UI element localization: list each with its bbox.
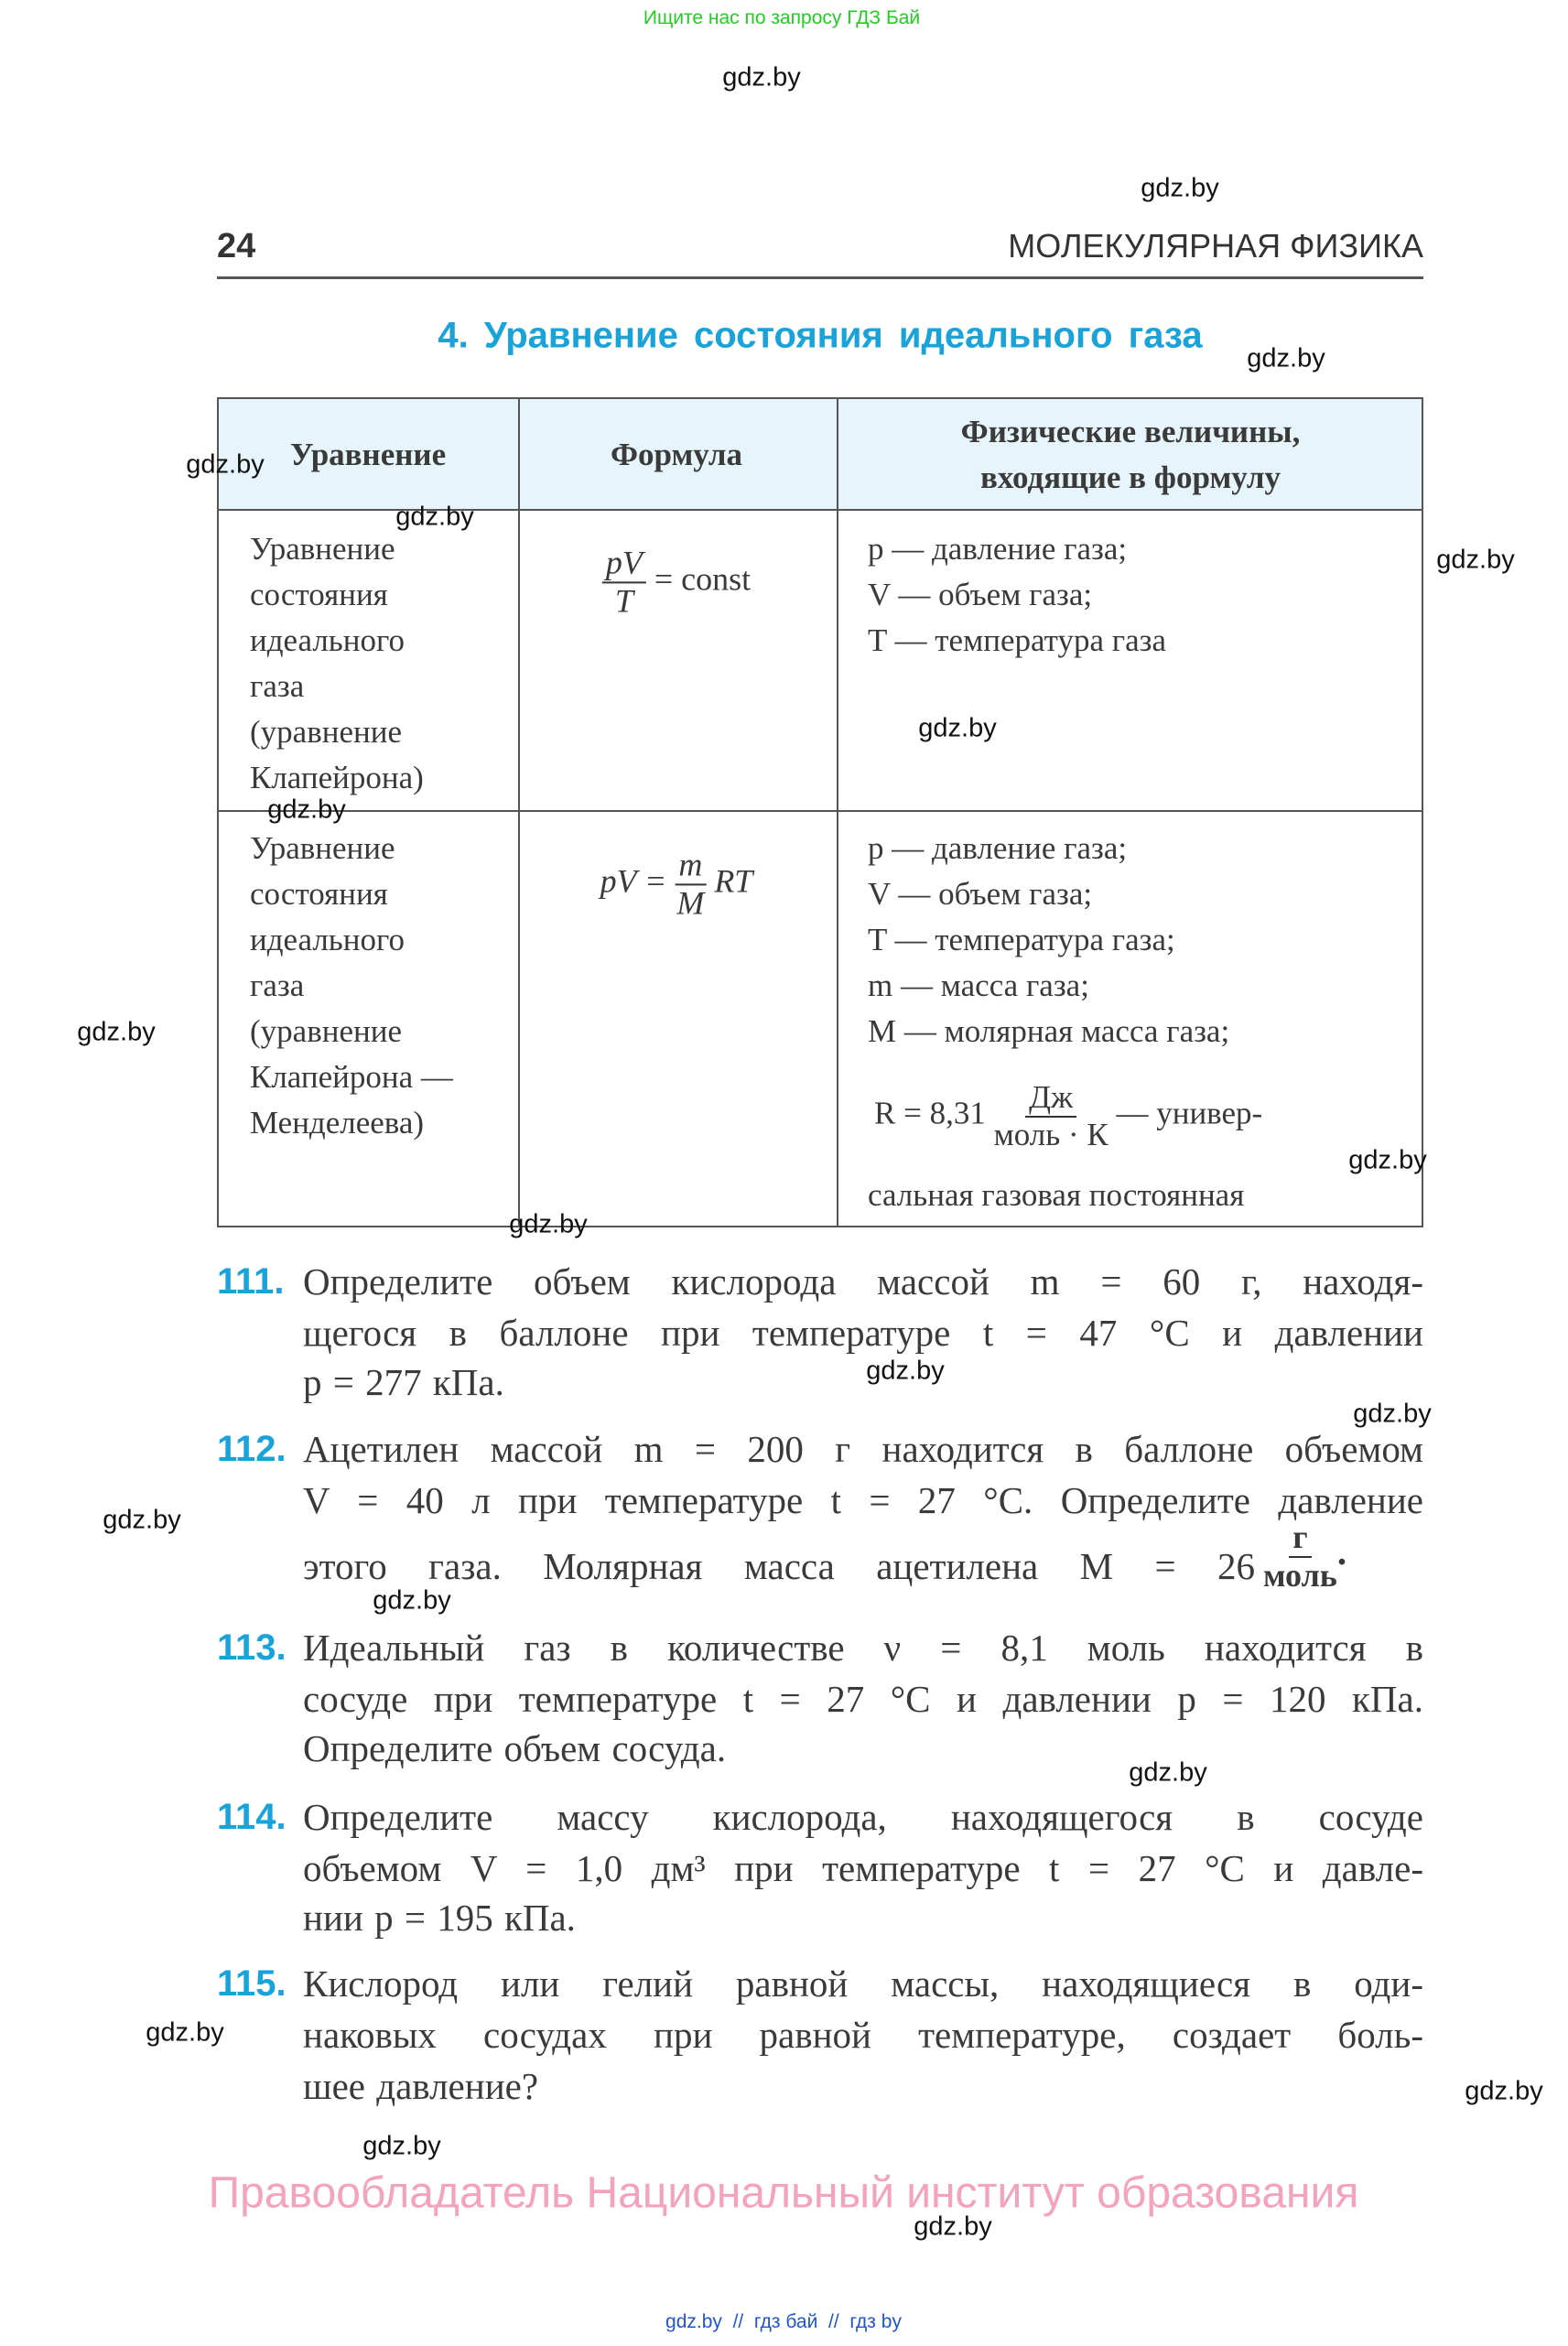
footer-links[interactable]: gdz.by // гдз бай // гдз by bbox=[665, 2311, 902, 2332]
problem-line: Идеальный газ в количестве ν = 8,1 моль находится в bbox=[303, 1627, 1423, 1669]
problem-number: 115. bbox=[217, 1963, 287, 2004]
col-divider bbox=[518, 399, 520, 1226]
watermark: gdz.by bbox=[186, 449, 265, 480]
header-equation: Уравнение bbox=[289, 437, 447, 472]
col-divider bbox=[837, 399, 838, 1226]
watermark: gdz.by bbox=[1141, 173, 1219, 203]
watermark: gdz.by bbox=[267, 795, 346, 825]
watermark: gdz.by bbox=[103, 1505, 181, 1535]
row2-quantities: p — давление газа; V — объем газа; T — температура газа; m — масса газа; M — молярная масса газа; bbox=[868, 830, 1230, 1049]
unit-fraction: $\frac{г}{\text{моль}}$ . bbox=[1263, 1519, 1347, 1594]
problem-line: щегося в баллоне при температуре t = 47 °С и давлении bbox=[303, 1312, 1423, 1354]
row1-name: Уравнение состояния идеального газа (уравнение Клапейрона) bbox=[250, 531, 424, 795]
watermark: gdz.by bbox=[1465, 2076, 1543, 2106]
watermark: gdz.by bbox=[362, 2131, 441, 2161]
watermark: gdz.by bbox=[373, 1585, 451, 1616]
problem-line: V = 40 л при температуре t = 27 °С. Определите давление bbox=[303, 1479, 1423, 1521]
problem-number: 111. bbox=[217, 1261, 285, 1302]
watermark: gdz.by bbox=[1353, 1399, 1432, 1429]
watermark: gdz.by bbox=[146, 2017, 224, 2048]
problem-line: наковых сосудах при равной температуре, создает боль- bbox=[303, 2014, 1423, 2056]
watermark: gdz.by bbox=[914, 2211, 992, 2242]
watermark: gdz.by bbox=[866, 1356, 945, 1386]
problem-number: 112. bbox=[217, 1429, 287, 1469]
section-title: МОЛЕКУЛЯРНАЯ ФИЗИКА bbox=[1008, 227, 1423, 265]
watermark: gdz.by bbox=[1436, 545, 1515, 575]
problem-line: Кислород или гелий равной массы, находящиеся в оди- bbox=[303, 1962, 1423, 2005]
watermark: gdz.by bbox=[77, 1017, 156, 1047]
watermark: gdz.by bbox=[509, 1209, 588, 1239]
problem-line: Определите массу кислорода, находящегося в сосуде bbox=[303, 1796, 1423, 1838]
page-number: 24 bbox=[217, 227, 256, 265]
watermark: gdz.by bbox=[722, 62, 801, 92]
copyright-notice: Правообладатель Национальный институт образования bbox=[208, 2168, 1359, 2218]
row2-name: Уравнение состояния идеального газа (уравнение Клапейрона — Менделеева) bbox=[250, 830, 453, 1141]
gas-constant: R = 8,31 $\frac{Дж}{\text{моль · К}}$ — универ- bbox=[874, 1079, 1263, 1152]
watermark: gdz.by bbox=[395, 502, 474, 532]
gas-constant-cont: сальная газовая постоянная bbox=[868, 1177, 1245, 1213]
problem-line: нии p = 195 кПа. bbox=[303, 1897, 576, 1939]
row1-formula: $\frac{pV}{T}$ = const bbox=[602, 545, 751, 619]
problem-line: Определите объем сосуда. bbox=[303, 1727, 727, 1769]
section-heading: 4. Уравнение состояния идеального газа bbox=[438, 315, 1203, 356]
problem-number: 113. bbox=[217, 1627, 287, 1668]
watermark: gdz.by bbox=[918, 713, 997, 743]
problem-line: p = 277 кПа. bbox=[303, 1361, 504, 1403]
watermark: gdz.by bbox=[1129, 1757, 1207, 1788]
row-divider bbox=[219, 810, 1422, 812]
header-rule bbox=[217, 276, 1423, 279]
row1-quantities: p — давление газа; V — объем газа; T — температура газа bbox=[868, 531, 1166, 658]
watermark: gdz.by bbox=[1348, 1145, 1427, 1175]
problem-line: объемом V = 1,0 дм³ при температуре t = 27 °С и давле- bbox=[303, 1847, 1423, 1889]
problem-line: этого газа. Молярная масса ацетилена M = 26 bbox=[303, 1545, 1255, 1587]
watermark: gdz.by bbox=[1247, 343, 1325, 373]
problem-line: Определите объем кислорода массой m = 60 г, находя- bbox=[303, 1260, 1423, 1303]
problem-line: шее давление? bbox=[303, 2065, 539, 2107]
problem-line: Ацетилен массой m = 200 г находится в баллоне объемом bbox=[303, 1428, 1423, 1470]
problem-number: 114. bbox=[217, 1797, 287, 1837]
problem-line: сосуде при температуре t = 27 °С и давлении p = 120 кПа. bbox=[303, 1678, 1423, 1720]
header-formula: Формула bbox=[610, 437, 743, 472]
top-banner[interactable]: Ищите нас по запросу ГДЗ Бай bbox=[643, 7, 921, 28]
header-quantities-2: входящие в формулу bbox=[979, 459, 1281, 495]
row2-formula: pV = $\frac{m}{M}$ RT bbox=[600, 846, 753, 921]
header-quantities: Физические величины, bbox=[960, 414, 1301, 449]
